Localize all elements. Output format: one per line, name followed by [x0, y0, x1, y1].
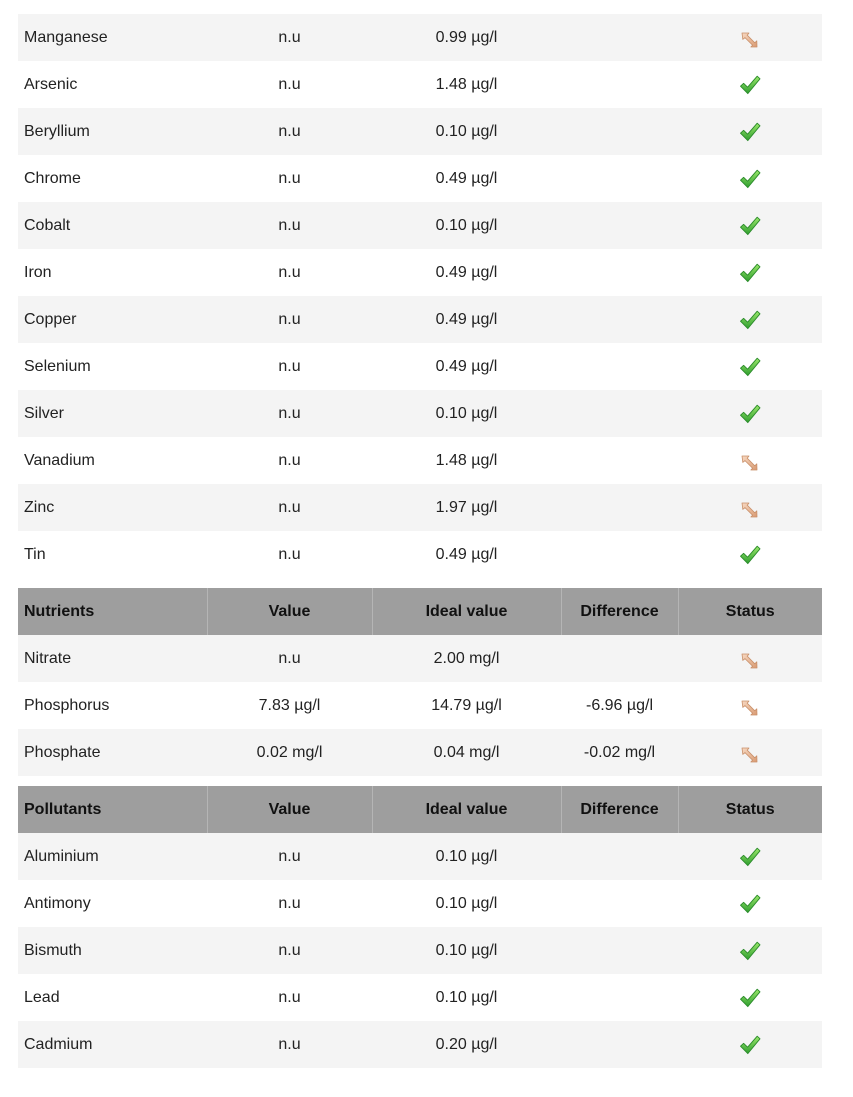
measured-value: n.u [207, 14, 372, 61]
nutrients-table [18, 588, 822, 776]
ideal-value: 0.04 mg/l [372, 729, 561, 776]
status-cell [678, 249, 822, 296]
parameter-name: Tin [18, 531, 207, 578]
difference-value [561, 155, 678, 202]
nutrients-header [18, 588, 822, 635]
difference-value [561, 202, 678, 249]
status-cell [678, 833, 822, 880]
table-row-vanadium [18, 437, 822, 484]
difference-value [561, 14, 678, 61]
ideal-value: 0.10 µg/l [372, 927, 561, 974]
table-row-iron [18, 249, 822, 296]
pollutants-header [18, 786, 822, 833]
parameter-name: Selenium [18, 343, 207, 390]
warn-icon [738, 496, 762, 520]
difference-value [561, 437, 678, 484]
measured-value: n.u [207, 202, 372, 249]
parameter-name: Cobalt [18, 202, 207, 249]
parameter-name: Arsenic [18, 61, 207, 108]
check-icon [738, 986, 762, 1010]
ideal-value: 0.10 µg/l [372, 108, 561, 155]
difference-value: -6.96 µg/l [561, 682, 678, 729]
difference-value [561, 833, 678, 880]
section-title: Pollutants [18, 786, 207, 833]
status-cell [678, 343, 822, 390]
ideal-value: 0.20 µg/l [372, 1021, 561, 1068]
measured-value: 7.83 µg/l [207, 682, 372, 729]
ideal-value-header: Ideal value [372, 588, 561, 635]
status-cell [678, 61, 822, 108]
difference-value: -0.02 mg/l [561, 729, 678, 776]
status-cell [678, 880, 822, 927]
pollutants-rows [18, 833, 822, 1068]
parameter-name: Phosphorus [18, 682, 207, 729]
ideal-value: 1.48 µg/l [372, 437, 561, 484]
parameter-name: Iron [18, 249, 207, 296]
parameter-name: Phosphate [18, 729, 207, 776]
status-cell [678, 296, 822, 343]
value-header: Value [207, 588, 372, 635]
status-cell [678, 974, 822, 1021]
status-cell [678, 729, 822, 776]
table-row-silver [18, 390, 822, 437]
check-icon [738, 355, 762, 379]
measured-value: n.u [207, 974, 372, 1021]
table-row-bismuth [18, 927, 822, 974]
parameter-name: Bismuth [18, 927, 207, 974]
status-cell [678, 390, 822, 437]
value-header: Value [207, 786, 372, 833]
difference-header: Difference [561, 588, 678, 635]
ideal-value: 2.00 mg/l [372, 635, 561, 682]
ideal-value: 1.48 µg/l [372, 61, 561, 108]
ideal-value: 0.99 µg/l [372, 14, 561, 61]
measured-value: n.u [207, 880, 372, 927]
status-cell [678, 927, 822, 974]
ideal-value: 0.49 µg/l [372, 296, 561, 343]
measured-value: n.u [207, 296, 372, 343]
table-row-nitrate [18, 635, 822, 682]
ideal-value: 0.10 µg/l [372, 974, 561, 1021]
ideal-value: 0.49 µg/l [372, 531, 561, 578]
table-row-copper [18, 296, 822, 343]
difference-value [561, 108, 678, 155]
check-icon [738, 1033, 762, 1057]
difference-value [561, 296, 678, 343]
status-cell [678, 635, 822, 682]
section-title: Nutrients [18, 588, 207, 635]
measured-value: n.u [207, 249, 372, 296]
table-row-cobalt [18, 202, 822, 249]
warn-icon [738, 647, 762, 671]
ideal-value: 0.49 µg/l [372, 155, 561, 202]
status-cell [678, 484, 822, 531]
difference-value [561, 531, 678, 578]
ideal-value: 0.49 µg/l [372, 343, 561, 390]
table-row-chrome [18, 155, 822, 202]
parameter-name: Antimony [18, 880, 207, 927]
status-cell [678, 682, 822, 729]
parameter-name: Lead [18, 974, 207, 1021]
ideal-value: 0.10 µg/l [372, 833, 561, 880]
parameter-name: Aluminium [18, 833, 207, 880]
ideal-value: 0.10 µg/l [372, 390, 561, 437]
table-row-zinc [18, 484, 822, 531]
table-row-aluminium [18, 833, 822, 880]
difference-header: Difference [561, 786, 678, 833]
check-icon [738, 261, 762, 285]
header-row [18, 588, 822, 635]
measured-value: n.u [207, 155, 372, 202]
measured-value: n.u [207, 61, 372, 108]
table-row-phosphate [18, 729, 822, 776]
status-header: Status [678, 588, 822, 635]
warn-icon [738, 449, 762, 473]
nutrients-rows [18, 635, 822, 776]
status-cell [678, 155, 822, 202]
warn-icon [738, 741, 762, 765]
parameter-name: Copper [18, 296, 207, 343]
section-gap [18, 578, 822, 588]
measured-value: n.u [207, 927, 372, 974]
ideal-value: 0.10 µg/l [372, 880, 561, 927]
table-row-phosphorus [18, 682, 822, 729]
check-icon [738, 892, 762, 916]
trace-elements-table [18, 14, 822, 578]
parameter-name: Silver [18, 390, 207, 437]
header-row [18, 786, 822, 833]
parameter-name: Zinc [18, 484, 207, 531]
measured-value: n.u [207, 343, 372, 390]
difference-value [561, 1021, 678, 1068]
check-icon [738, 543, 762, 567]
ideal-value: 0.10 µg/l [372, 202, 561, 249]
measured-value: n.u [207, 437, 372, 484]
measured-value: n.u [207, 484, 372, 531]
measured-value: n.u [207, 635, 372, 682]
ideal-value: 1.97 µg/l [372, 484, 561, 531]
check-icon [738, 214, 762, 238]
warn-icon [738, 26, 762, 50]
difference-value [561, 61, 678, 108]
status-cell [678, 202, 822, 249]
status-cell [678, 14, 822, 61]
parameter-name: Nitrate [18, 635, 207, 682]
table-row-antimony [18, 880, 822, 927]
table-row-cadmium [18, 1021, 822, 1068]
measured-value: n.u [207, 108, 372, 155]
difference-value [561, 484, 678, 531]
status-cell [678, 1021, 822, 1068]
measured-value: n.u [207, 390, 372, 437]
section-gap [18, 776, 822, 786]
ideal-value: 0.49 µg/l [372, 249, 561, 296]
status-header: Status [678, 786, 822, 833]
measured-value: n.u [207, 1021, 372, 1068]
table-row-beryllium [18, 108, 822, 155]
check-icon [738, 73, 762, 97]
status-cell [678, 437, 822, 484]
pollutants-table [18, 786, 822, 1068]
difference-value [561, 635, 678, 682]
parameter-name: Cadmium [18, 1021, 207, 1068]
parameter-name: Beryllium [18, 108, 207, 155]
difference-value [561, 390, 678, 437]
trace-elements-rows [18, 14, 822, 578]
check-icon [738, 845, 762, 869]
ideal-value-header: Ideal value [372, 786, 561, 833]
difference-value [561, 927, 678, 974]
ideal-value: 14.79 µg/l [372, 682, 561, 729]
table-row-tin [18, 531, 822, 578]
table-row-arsenic [18, 61, 822, 108]
difference-value [561, 880, 678, 927]
measured-value: 0.02 mg/l [207, 729, 372, 776]
parameter-name: Vanadium [18, 437, 207, 484]
check-icon [738, 308, 762, 332]
check-icon [738, 402, 762, 426]
check-icon [738, 939, 762, 963]
warn-icon [738, 694, 762, 718]
table-row-selenium [18, 343, 822, 390]
difference-value [561, 249, 678, 296]
measured-value: n.u [207, 833, 372, 880]
table-row-lead [18, 974, 822, 1021]
measured-value: n.u [207, 531, 372, 578]
difference-value [561, 974, 678, 1021]
check-icon [738, 120, 762, 144]
check-icon [738, 167, 762, 191]
status-cell [678, 108, 822, 155]
parameter-name: Chrome [18, 155, 207, 202]
parameter-name: Manganese [18, 14, 207, 61]
difference-value [561, 343, 678, 390]
table-row-manganese [18, 14, 822, 61]
status-cell [678, 531, 822, 578]
water-analysis-results [18, 14, 822, 1068]
